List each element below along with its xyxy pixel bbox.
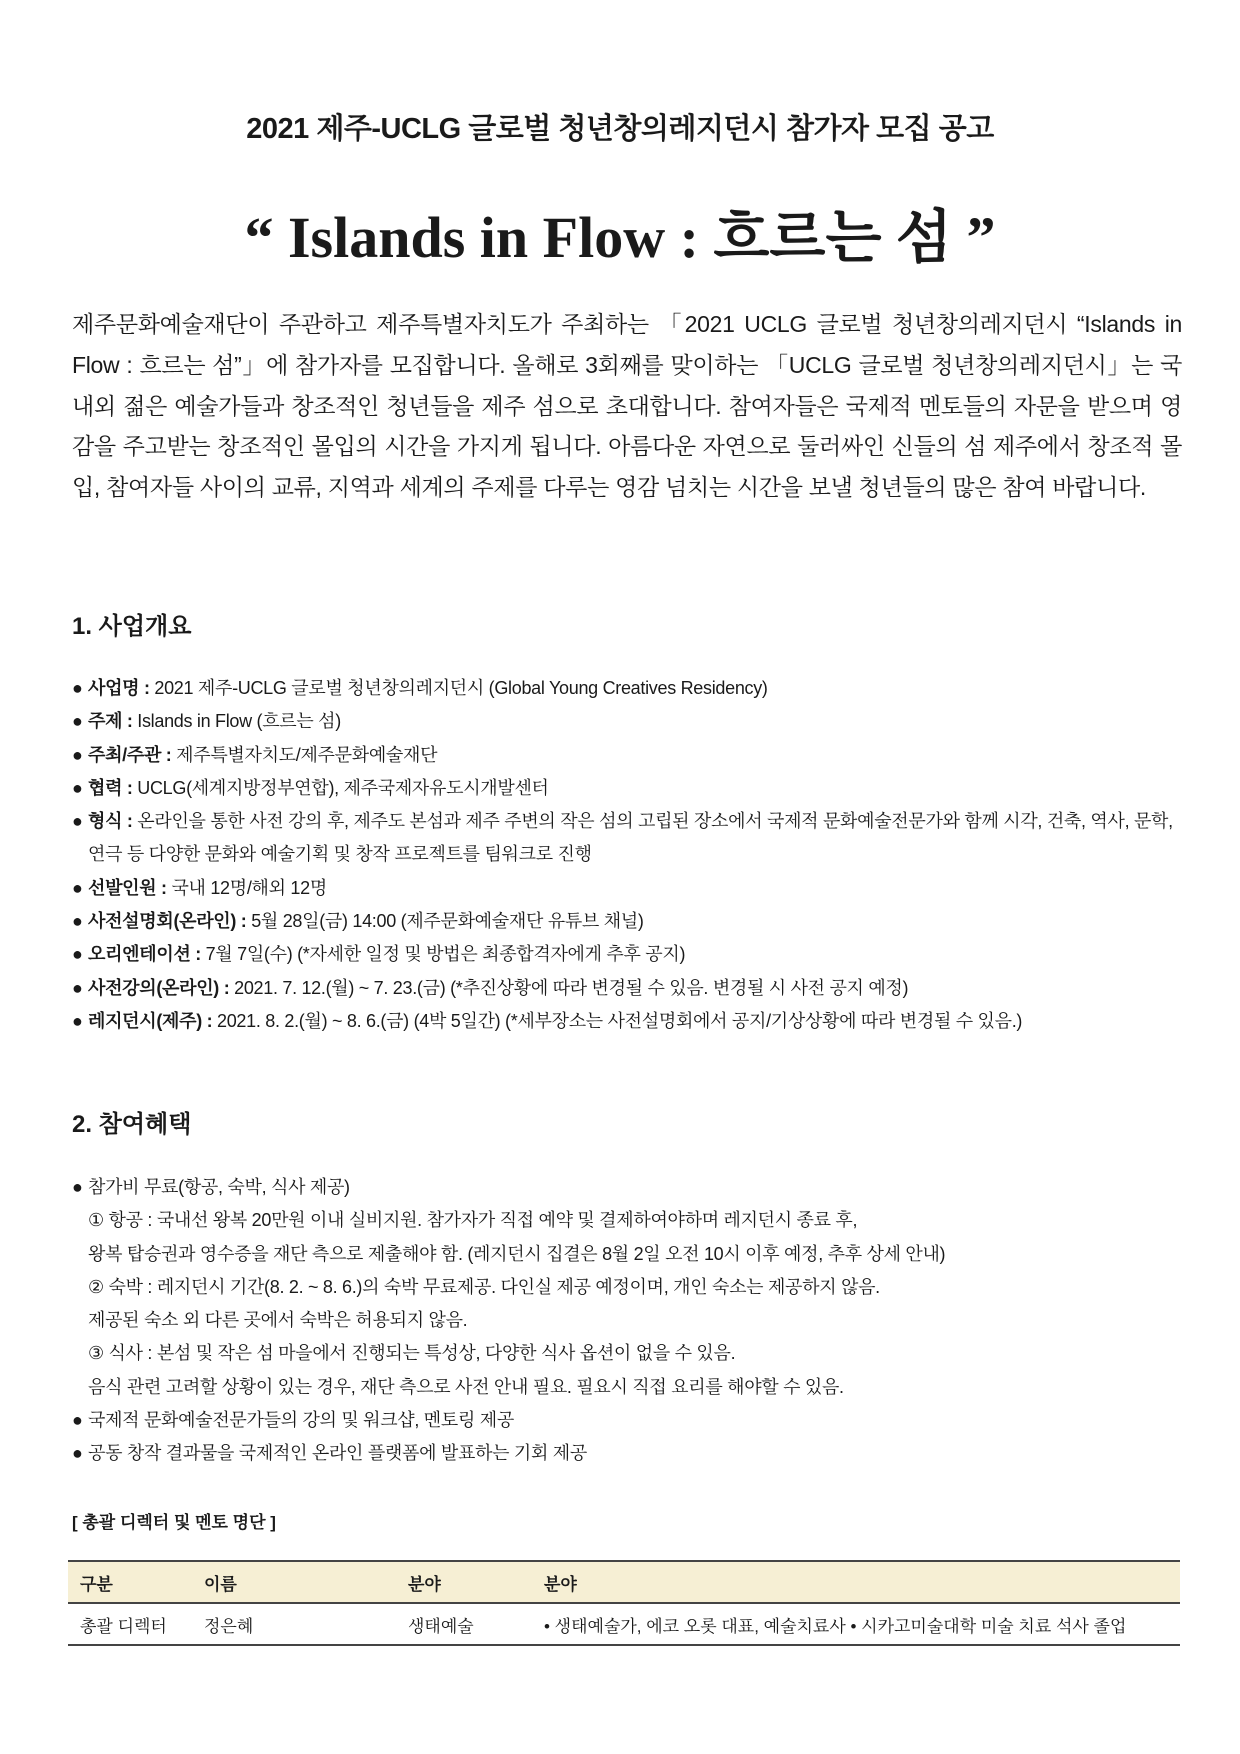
list-item: ● 형식 : 온라인을 통한 사전 강의 후, 제주도 본섬과 제주 주변의 작은 섬의 고립된 장소에서 국제적 문화예술전문가와 함께 시각, 건축, 역사, 문학, 연극 등 다양한 문화와 예술기획 및 창작 프로젝트를 팀워크로 진행 [72,811,1173,865]
sub-item-lodging-cont: 제공된 숙소 외 다른 곳에서 숙박은 허용되지 않음. [88,1310,468,1331]
list-item: ● 사업명 : 2021 제주-UCLG 글로벌 청년창의레지던시 (Global Young Creatives Residency) [72,678,768,698]
list-item: ● 선발인원 : 국내 12명/해외 12명 [72,877,327,898]
table-header-row [68,1561,1180,1603]
table-cell: 정은혜 [192,1603,396,1645]
list-item: ● 사전강의(온라인) : 2021. 7. 12.(월) ~ 7. 23.(금) (*추진상황에 따라 변경될 수 있음. 변경될 시 사전 공지 예정) [72,977,909,998]
section-heading-overview: 1. 사업개요 [72,613,192,640]
list-item: ● 국제적 문화예술전문가들의 강의 및 워크샵, 멘토링 제공 [72,1410,514,1431]
notice-title: 2021 제주-UCLG 글로벌 청년창의레지던시 참가자 모집 공고 [246,113,994,145]
intro-paragraph: 제주문화예술재단이 주관하고 제주특별자치도가 주최하는 「2021 UCLG 글로벌 청년창의레지던시 “Islands in Flow : 흐르는 섬”」에 참가자를 모집합니다. 올해로 3회째를 맞이하는 「UCLG 글로벌 청년창의레지던시」는 국내외 젊은 예술가들과 창조적인 청년들을 제주 섬으로 초대합니다. 참여자들은 국제적 멘토들의 자문을 받으며 영감을 주고받는 창조적인 몰입의 시간을 가지게 됩니다. 아름다운 자연으로 둘러싸인 신들의 섬 제주에서 창조적 몰입, 참여자들 사이의 교류, 지역과 세계의 주제를 다루는 영감 넘치는 시간을 보낼 청년들의 많은 참여 바랍니다. [72,311,1182,501]
sub-item-lodging: ② 숙박 : 레지던시 기간(8. 2. ~ 8. 6.)의 숙박 무료제공. 다인실 제공 예정이며, 개인 숙소는 제공하지 않음. [88,1276,880,1297]
project-title: “ Islands in Flow : 흐르는 섬 ” [244,205,996,270]
list-item: ● 참가비 무료(항공, 숙박, 식사 제공) [72,1177,350,1197]
list-item: ● 공동 창작 결과물을 국제적인 온라인 플랫폼에 발표하는 기회 제공 [72,1443,587,1464]
mentor-table [68,1560,1180,1646]
column-header: 구분 [68,1561,192,1603]
list-item: ● 협력 : UCLG(세계지방정부연합), 제주국제자유도시개발센터 [72,777,549,798]
table-row [68,1603,1180,1645]
table-cell: 생태예술 [396,1603,532,1645]
sub-item-flight: ① 항공 : 국내선 왕복 20만원 이내 실비지원. 참가자가 직접 예약 및 결제하여야하며 레지던시 종료 후, [88,1210,858,1231]
table-cell: • 생태예술가, 에코 오롯 대표, 예술치료사 • 시카고미술대학 미술 치료 석사 졸업 [532,1603,1180,1645]
list-item: ● 사전설명회(온라인) : 5월 28일(금) 14:00 (제주문화예술재단 유튜브 채널) [72,911,644,932]
list-item: ● 오리엔테이션 : 7월 7일(수) (*자세한 일정 및 방법은 최종합격자에게 추후 공지) [72,944,686,965]
table-label: [ 총괄 디렉터 및 멘토 명단 ] [72,1513,276,1532]
benefits-list [72,1171,1182,1471]
list-item: ● 주제 : Islands in Flow (흐르는 섬) [72,711,341,732]
column-header: 분야 [396,1561,532,1603]
column-header: 이름 [192,1561,396,1603]
sub-item-flight-cont: 왕복 탑승권과 영수증을 재단 측으로 제출해야 함. (레지던시 집결은 8월 2일 오전 10시 이후 예정, 추후 상세 안내) [88,1243,946,1264]
section-heading-benefits: 2. 참여혜택 [72,1111,192,1138]
overview-list [72,672,1182,1038]
list-item: ● 레지던시(제주) : 2021. 8. 2.(월) ~ 8. 6.(금) (4박 5일간) (*세부장소는 사전설명회에서 공지/기상상황에 따라 변경될 수 있음.) [72,1010,1023,1031]
table-cell: 총괄 디렉터 [68,1603,192,1645]
sub-item-meals-cont: 음식 관련 고려할 상황이 있는 경우, 재단 측으로 사전 안내 필요. 필요시 직접 요리를 해야할 수 있음. [88,1376,844,1397]
list-item: ● 주최/주관 : 제주특별자치도/제주문화예술재단 [72,744,438,765]
column-header: 분야 [532,1561,1180,1603]
sub-item-meals: ③ 식사 : 본섬 및 작은 섬 마을에서 진행되는 특성상, 다양한 식사 옵션이 없을 수 있음. [88,1343,736,1364]
